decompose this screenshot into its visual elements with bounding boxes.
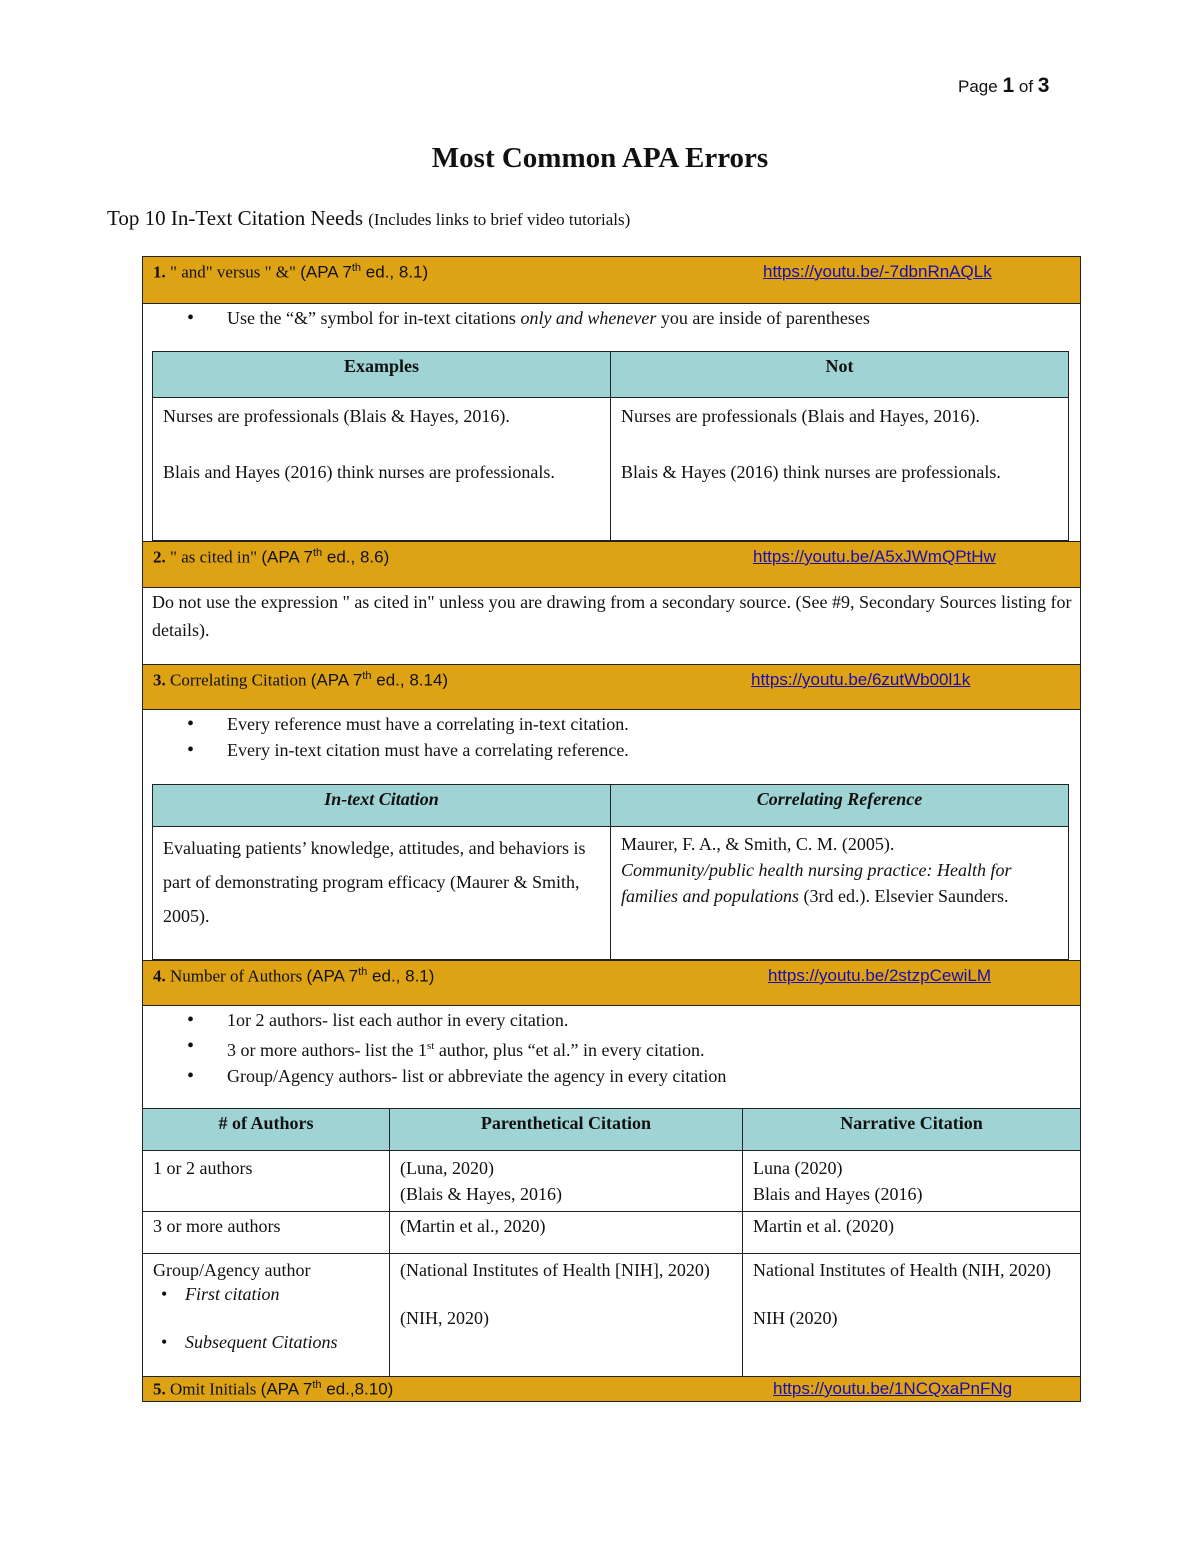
table-row: 3 or more authors (Martin et al., 2020) Martin et al. (2020) — [143, 1212, 1081, 1254]
section-3-header: 3. Correlating Citation (APA 7th ed., 8.14) https://youtu.be/6zutWb00l1k — [142, 664, 1081, 710]
list-item: • 1or 2 authors- list each author in every citation. — [223, 1007, 726, 1033]
table-row: 1 or 2 authors (Luna, 2020) (Blais & Hayes, 2016) Luna (2020) Blais and Hayes (2016) — [143, 1151, 1081, 1212]
subtitle: Top 10 In-Text Citation Needs (Includes links to brief video tutorials) — [107, 206, 631, 230]
col-in-text-citation: In-text Citation — [153, 785, 611, 827]
section-1-bullets — [223, 305, 870, 331]
section-4-header: 4. Number of Authors (APA 7th ed., 8.1) https://youtu.be/2stzpCewiLM — [142, 960, 1081, 1006]
section-1-header: 1. " and" versus " &" (APA 7th ed., 8.1) https://youtu.be/-7dbnRnAQLk — [142, 256, 1081, 304]
list-item: • 3 or more authors- list the 1st author, plus “et al.” in every citation. — [223, 1033, 726, 1063]
col-num-authors: # of Authors — [143, 1109, 390, 1151]
list-item: • Every in-text citation must have a correlating reference. — [223, 737, 629, 763]
in-text-cell: Evaluating patients’ knowledge, attitudes, and behaviors is part of demonstrating program efficacy (Maurer & Smith, 2005). — [153, 827, 611, 960]
section-2-video-link[interactable]: https://youtu.be/A5xJWmQPtHw — [753, 547, 996, 566]
section-3-table — [152, 784, 1069, 960]
list-item: • Use the “&” symbol for in-text citations only and whenever you are inside of parentheses — [223, 305, 870, 331]
section-3-bullets — [223, 711, 629, 763]
table-row: Group/Agency author • First citation • Subsequent Citations (National Institutes of Health [NIH], 2020) (NIH, 2020) National Institutes of Health (NIH, 2020) NIH (2020) — [143, 1254, 1081, 1378]
section-5-video-link[interactable]: https://youtu.be/1NCQxaPnFNg — [773, 1379, 1013, 1398]
page-title: Most Common APA Errors — [431, 142, 769, 174]
section-4-video-link[interactable]: https://youtu.be/2stzpCewiLM — [768, 966, 992, 985]
col-examples: Examples — [153, 352, 611, 398]
col-correlating-reference: Correlating Reference — [611, 785, 1069, 827]
section-4-bullets — [223, 1007, 726, 1089]
page-number: Page 1 of 3 — [958, 74, 1050, 97]
col-not: Not — [611, 352, 1069, 398]
reference-cell: Maurer, F. A., & Smith, C. M. (2005). Community/public health nursing practice: Health for families and populations (3rd ed.). Elsevier Saunders. — [611, 827, 1069, 960]
authors-table — [142, 1108, 1081, 1378]
section-1-video-link[interactable]: https://youtu.be/-7dbnRnAQLk — [763, 262, 992, 281]
section-1-table — [152, 351, 1069, 541]
section-3-video-link[interactable]: https://youtu.be/6zutWb00l1k — [751, 670, 971, 689]
list-item: • Every reference must have a correlating in-text citation. — [223, 711, 629, 737]
col-parenthetical: Parenthetical Citation — [390, 1109, 743, 1151]
list-item: • Group/Agency authors- list or abbreviate the agency in every citation — [223, 1063, 726, 1089]
section-2-text: Do not use the expression " as cited in" unless you are drawing from a secondary source. (See #9, Secondary Sources listing for details). — [152, 592, 1072, 640]
col-narrative: Narrative Citation — [743, 1109, 1081, 1151]
examples-cell: Nurses are professionals (Blais & Hayes, 2016). Blais and Hayes (2016) think nurses are professionals. — [153, 398, 611, 541]
section-5-header: 5. Omit Initials (APA 7th ed.,8.10) https://youtu.be/1NCQxaPnFNg — [142, 1376, 1081, 1402]
section-2-header: 2. " as cited in" (APA 7th ed., 8.6) https://youtu.be/A5xJWmQPtHw — [142, 541, 1081, 588]
not-cell: Nurses are professionals (Blais and Hayes, 2016). Blais & Hayes (2016) think nurses are professionals. — [611, 398, 1069, 541]
